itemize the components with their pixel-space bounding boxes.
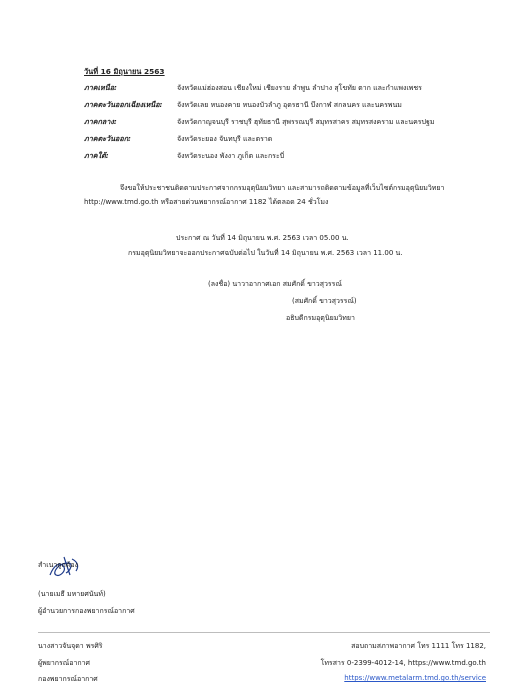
region-provinces: จังหวัดแม่ฮ่องสอน เชียงใหม่ เชียงราย ลำพูน ลำปาง สุโขทัย ตาก และกำแพงเพชร [177, 84, 422, 92]
document-date: วันที่ 16 มิถุนายน 2563 [84, 67, 165, 76]
notice-line-1: จึงขอให้ประชาชนติดตามประกาศจากกรมอุตุนิยมวิทยา และสามารถติดตามข้อมูลที่เว็บไซต์กรมอุตุนิยมวิทยา [120, 184, 445, 192]
region-label: ภาคตะวันออก: [84, 134, 131, 143]
issued-line: ประกาศ ณ วันที่ 14 มิถุนายน พ.ศ. 2563 เวลา 05.00 น. [176, 234, 349, 242]
certified-label: สำเนาถูกต้อง [38, 561, 78, 569]
footer-contact-line-2: โทรสาร 0-2399-4012-14, https://www.tmd.go.th [320, 659, 486, 667]
footer-staff-role: ผู้พยากรณ์อากาศ [38, 659, 90, 667]
footer-staff-division: กองพยากรณ์อากาศ [38, 675, 98, 683]
region-label: ภาคใต้: [84, 151, 109, 160]
footer-staff-name: นางสาวจันจุดา พรศิริ [38, 642, 103, 650]
footer-divider [38, 632, 490, 633]
region-row-east [84, 134, 272, 146]
next-announcement-line: กรมอุตุนิยมวิทยาจะออกประกาศฉบับต่อไป ในวันที่ 14 มิถุนายน พ.ศ. 2563 เวลา 11.00 น. [128, 249, 403, 257]
region-label: ภาคเหนือ: [84, 83, 117, 92]
region-provinces: จังหวัดกาญจนบุรี ราชบุรี ฮุทัยธานี สุพรรณบุรี สมุทรสาคร สมุทรสงคราม และนครปฐม [177, 118, 435, 126]
certified-name: (นายเมธี มหายศนันท์) [38, 590, 106, 598]
region-provinces: จังหวัดระนอง พังงา ภูเก็ต และกระบี่ [177, 152, 285, 160]
region-provinces: จังหวัดระยอง จันทบุรี และตราด [177, 135, 273, 143]
signed-line: (ลงชื่อ) นาวาอากาศเอก สมศักดิ์ ขาวสุวรรณ์ [208, 280, 342, 288]
region-row-north [84, 83, 422, 95]
certified-position: ผู้อำนวยการกองพยากรณ์อากาศ [38, 607, 135, 615]
region-row-northeast [84, 100, 402, 112]
region-row-south [84, 151, 284, 163]
footer-contact-line-1: สอบถามสภาพอากาศ โทร 1111 โทร 1182, [351, 642, 486, 650]
region-provinces: จังหวัดเลย หนองคาย หนองบัวลำภู อุดรธานี บึงกาฬ สกลนคร และนครพนม [177, 101, 402, 109]
region-label: ภาคตะวันออกเฉียงเหนือ: [84, 100, 163, 109]
region-row-central [84, 117, 434, 129]
notice-line-2: http://www.tmd.go.th หรือสายด่วนพยากรณ์อากาศ 1182 ได้ตลอด 24 ชั่วโมง [84, 198, 329, 206]
region-label: ภาคกลาง: [84, 117, 117, 126]
signer-name: (สมศักดิ์ ขาวสุวรรณ์) [292, 297, 357, 305]
footer-service-link[interactable]: https://www.metalarm.tmd.go.th/service [344, 674, 486, 682]
signer-title: อธิบดีกรมอุตุนิยมวิทยา [286, 314, 355, 322]
